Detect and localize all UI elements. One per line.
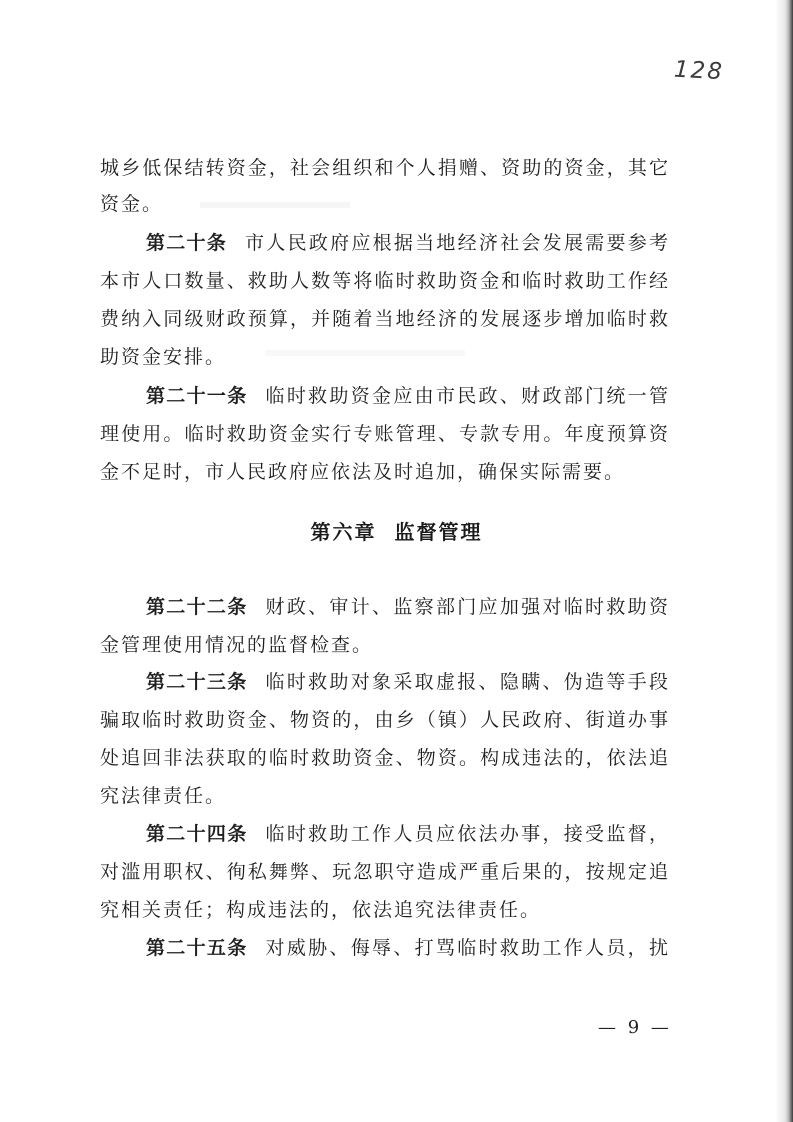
- article-24-line-1: [146, 822, 670, 846]
- chapter-number: 第六章: [310, 520, 377, 544]
- article-number: 第二十一条: [146, 385, 248, 407]
- article-text: 临时救助对象采取虚报、隐瞒、伪造等手段: [265, 671, 670, 693]
- article-text: 临时救助工作人员应依法办事，接受监督，: [265, 823, 670, 845]
- chapter-heading: [0, 519, 793, 545]
- body-text-line: 处追回非法获取的临时救助资金、物资。构成违法的，依法追: [100, 747, 670, 769]
- handwritten-page-number: 128: [673, 56, 725, 86]
- article-text: 对威胁、侮辱、打骂临时救助工作人员，扰: [265, 937, 670, 959]
- body-text-line: 究相关责任；构成违法的，依法追究法律责任。: [100, 899, 542, 921]
- body-text-line: 对滥用职权、徇私舞弊、玩忽职守造成严重后果的，按规定追: [100, 861, 670, 883]
- body-text-line: 金管理使用情况的监督检查。: [100, 634, 374, 656]
- article-text: 临时救助资金应由市民政、财政部门统一管: [265, 385, 670, 407]
- article-number: 第二十三条: [146, 671, 248, 693]
- body-text-line: 究法律责任。: [100, 785, 227, 807]
- body-text-line: 资金。: [100, 193, 164, 215]
- article-number: 第二十五条: [146, 937, 248, 959]
- article-number: 第二十二条: [146, 596, 248, 618]
- body-text-line: 骗取临时救助资金、物资的，由乡（镇）人民政府、街道办事: [100, 709, 670, 731]
- article-22-line-1: [146, 595, 670, 619]
- article-20-line-1: [146, 231, 670, 255]
- body-text-line: 城乡低保结转资金，社会组织和个人捐赠、资助的资金，其它: [100, 157, 670, 179]
- article-23-line-1: [146, 670, 670, 694]
- page-edge-shadow: [775, 0, 793, 1122]
- article-text: 市人民政府应根据当地经济社会发展需要参考: [245, 232, 670, 254]
- chapter-title: 监督管理: [394, 520, 483, 544]
- body-text-line: 本市人口数量、救助人数等将临时救助资金和临时救助工作经: [100, 270, 670, 292]
- body-text-line: 费纳入同级财政预算，并随着当地经济的发展逐步增加临时救: [100, 308, 670, 330]
- page-number: — 9 —: [598, 1017, 672, 1038]
- body-text-line: 助资金安排。: [100, 346, 227, 368]
- article-21-line-1: [146, 384, 670, 408]
- article-text: 财政、审计、监察部门应加强对临时救助资: [265, 596, 670, 618]
- body-text-line: 理使用。临时救助资金实行专账管理、专款专用。年度预算资: [100, 423, 670, 445]
- article-number: 第二十四条: [146, 823, 248, 845]
- article-number: 第二十条: [146, 232, 228, 254]
- body-text-line: 金不足时，市人民政府应依法及时追加，确保实际需要。: [100, 461, 626, 483]
- article-25-line-1: [146, 936, 670, 960]
